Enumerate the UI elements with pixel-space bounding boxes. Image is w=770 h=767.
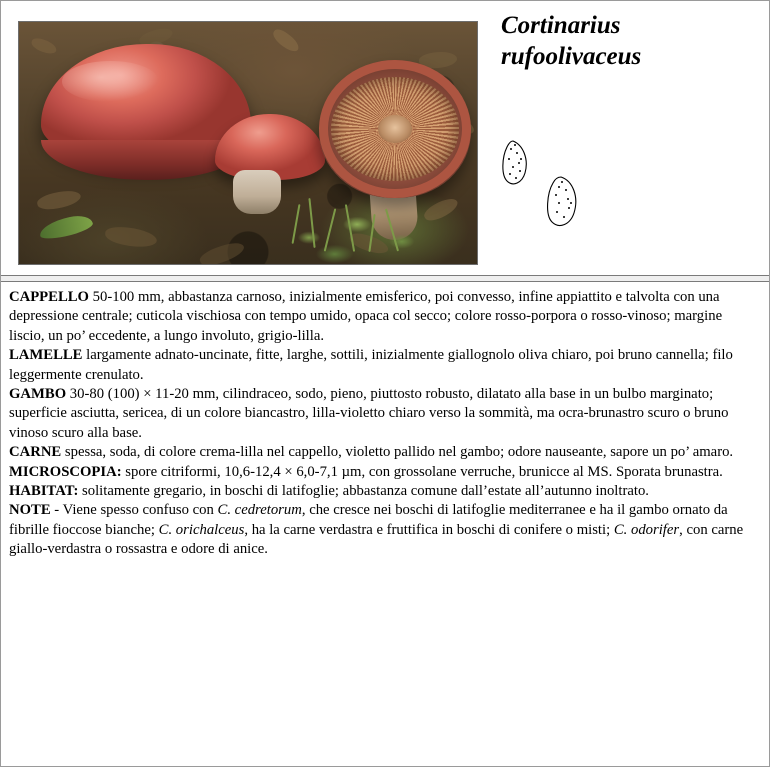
section-heading-cappello: CAPPELLO bbox=[9, 289, 89, 305]
section-body-carne: spessa, soda, di colore crema-lilla nel cappello, violetto pallido nel gambo; odore nauseante, sapore un po’ amaro. bbox=[61, 444, 734, 461]
description-text bbox=[9, 288, 761, 560]
section-note bbox=[9, 501, 761, 559]
note-part-4: , con carne giallo-verdastra o rossastra e odore di anice. bbox=[9, 521, 744, 558]
section-heading-note: NOTE bbox=[9, 502, 51, 519]
section-body-lamelle: largamente adnato-uncinate, fitte, larghe, sottili, inizialmente giallognolo oliva chiaro, poi bruno cannella; filo leggermente crenulato. bbox=[9, 347, 733, 383]
section-gambo bbox=[9, 385, 761, 443]
section-divider bbox=[1, 275, 769, 282]
section-heading-habitat: HABITAT: bbox=[9, 483, 79, 500]
header-area bbox=[1, 1, 769, 275]
section-body-microscopia: spore citriformi, 10,6-12,4 × 6,0-7,1 µm, con grossolane verruche, brunicce al MS. Sporata brunastra. bbox=[121, 463, 723, 480]
moss-patch bbox=[277, 198, 437, 264]
note-part-2: , che cresce nei boschi di latifoglie mediterranee e ha il gambo ornato da fibrille fioccose bianche; bbox=[9, 502, 728, 538]
mushroom-photograph bbox=[18, 21, 478, 265]
spore-shape-upper bbox=[503, 141, 526, 184]
genus-name: Cortinarius bbox=[501, 12, 621, 39]
note-part-3: , ha la carne verdastra e fruttifica in boschi di conifere o misti; bbox=[244, 521, 614, 538]
section-heading-gambo: GAMBO bbox=[9, 386, 67, 403]
section-heading-carne: CARNE bbox=[9, 444, 62, 461]
section-habitat bbox=[9, 482, 761, 501]
section-microscopia bbox=[9, 463, 761, 482]
note-species-odorifer: C. odorifer bbox=[613, 521, 680, 538]
page-title bbox=[501, 11, 763, 72]
section-lamelle bbox=[9, 346, 761, 385]
section-carne bbox=[9, 443, 761, 462]
spore-warts bbox=[508, 144, 572, 218]
note-species-orichalceus: C. orichalceus bbox=[158, 521, 245, 538]
note-species-cedretorum: C. cedretorum bbox=[217, 502, 302, 519]
note-part-1: - Viene spesso confuso con bbox=[50, 502, 218, 519]
section-heading-microscopia: MICROSCOPIA: bbox=[9, 463, 122, 480]
mushroom-cap-right-rim bbox=[319, 60, 471, 198]
mushroom-stem-center bbox=[233, 170, 281, 214]
spore-illustration bbox=[499, 133, 619, 233]
section-body-gambo: 30-80 (100) × 11-20 mm, cilindraceo, sodo, pieno, piuttosto robusto, dilatato alla base in un bulbo marginato; superficie asciutta, sericea, di un colore biancastro, lilla-violetto chiaro verso la sommità, ma ocra-brunastro scuro o bruno vinoso scuro alla base. bbox=[9, 386, 729, 441]
species-epithet: rufoolivaceus bbox=[501, 42, 642, 70]
spore-shape-lower bbox=[548, 177, 576, 225]
section-cappello bbox=[9, 288, 761, 346]
section-heading-lamelle: LAMELLE bbox=[9, 347, 83, 364]
section-body-cappello: 50-100 mm, abbastanza carnoso, inizialmente emisferico, poi convesso, infine appiattito e talvolta con una depressione centrale; cuticola vischiosa con tempo umido, opaca col secco; colore rosso-porpora o rosso-vinoso; margine liscio, un po’ eccedente, a lungo involuto, grigio-lilla. bbox=[9, 289, 723, 344]
section-body-habitat: solitamente gregario, in boschi di latifoglie; abbastanza comune dall’estate all’autunno inoltrato. bbox=[78, 483, 649, 500]
